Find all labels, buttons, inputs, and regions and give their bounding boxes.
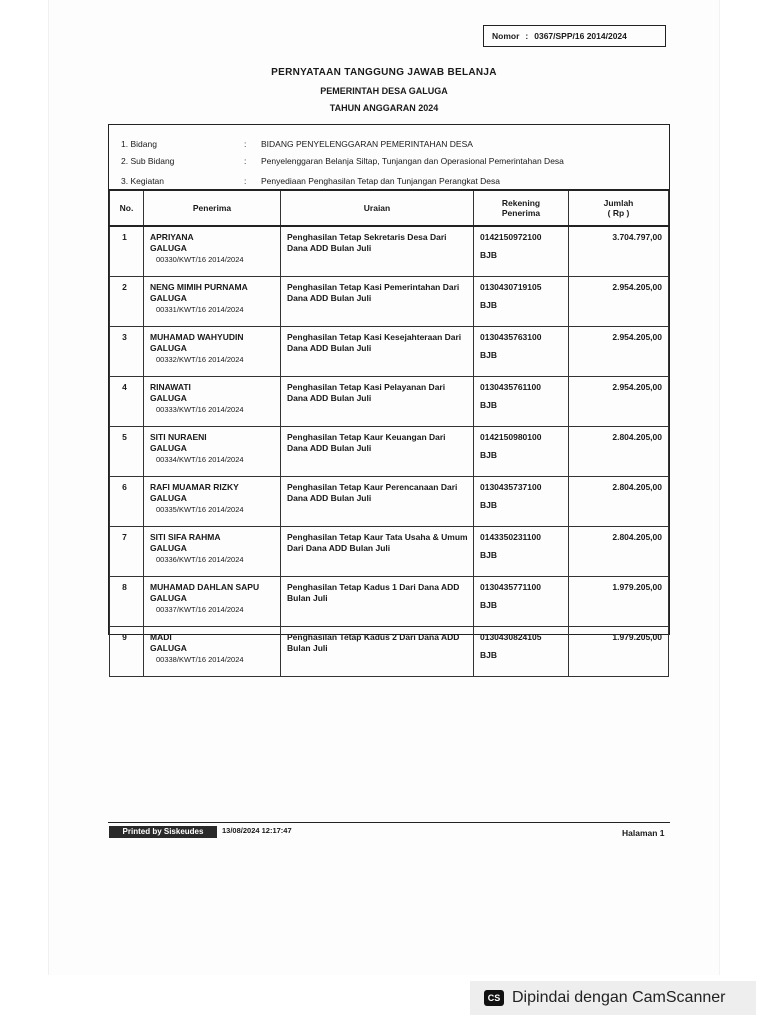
- table-row: [110, 226, 669, 277]
- printed-timestamp: 13/08/2024 12:17:47: [222, 826, 292, 835]
- bank-name: BJB: [480, 399, 498, 410]
- document-number-box: Nomor : 0367/SPP/16 2014/2024: [483, 25, 666, 47]
- table-row: [110, 627, 669, 677]
- recipient-name: MUHAMAD WAHYUDIN: [150, 332, 244, 342]
- row-number: 8: [110, 577, 144, 627]
- recipient-location: GALUGA: [150, 592, 187, 603]
- fiscal-year-line: TAHUN ANGGARAN 2024: [329, 103, 439, 113]
- recipient-location: GALUGA: [150, 642, 187, 653]
- table-row: [110, 577, 669, 627]
- table-row: [110, 427, 669, 477]
- description-cell: Penghasilan Tetap Kaur Keuangan Dari Dana ADD Bulan Juli: [281, 427, 474, 477]
- amount-cell: 2.804.205,00: [569, 527, 669, 577]
- row-number: 2: [110, 277, 144, 327]
- recipient-location: GALUGA: [150, 542, 187, 553]
- amount-cell: 3.704.797,00: [569, 226, 669, 277]
- table-row: [110, 277, 669, 327]
- printed-by-badge: Printed by Siskeudes: [109, 826, 217, 838]
- table-row: [110, 377, 669, 427]
- nomor-label: Nomor: [492, 31, 520, 41]
- receipt-number: 00334/KWT/16 2014/2024: [156, 455, 244, 464]
- recipient-name: MADI: [150, 632, 172, 642]
- amount-cell: 1.979.205,00: [569, 627, 669, 677]
- description-cell: Penghasilan Tetap Kaur Perencanaan Dari Dana ADD Bulan Juli: [281, 477, 474, 527]
- info-label: 3. Kegiatan: [121, 176, 165, 186]
- recipient-name: RINAWATI: [150, 382, 191, 392]
- info-value: Penyelenggaran Belanja Siltap, Tunjangan dan Operasional Pemerintahan Desa: [261, 156, 564, 166]
- header-rekening: Rekening Penerima: [474, 190, 569, 226]
- recipient-cell: [144, 627, 281, 677]
- document-subtitle: PEMERINTAH DESA GALUGA: [320, 86, 448, 96]
- info-label: 2. Sub Bidang: [121, 156, 175, 166]
- account-cell: [474, 226, 569, 277]
- recipient-name: SITI SIFA RAHMA: [150, 532, 221, 542]
- account-cell: [474, 577, 569, 627]
- recipient-cell: [144, 377, 281, 427]
- receipt-number: 00337/KWT/16 2014/2024: [156, 605, 244, 614]
- recipient-location: GALUGA: [150, 392, 187, 403]
- account-cell: [474, 477, 569, 527]
- recipient-cell: [144, 277, 281, 327]
- recipient-name: APRIYANA: [150, 232, 194, 242]
- camscanner-text: Dipindai dengan CamScanner: [512, 989, 726, 1006]
- account-number: 0130435763100: [480, 332, 542, 342]
- camscanner-watermark: [470, 981, 756, 1015]
- amount-cell: 2.804.205,00: [569, 477, 669, 527]
- bank-name: BJB: [480, 599, 498, 610]
- recipient-cell: [144, 226, 281, 277]
- receipt-number: 00333/KWT/16 2014/2024: [156, 405, 244, 414]
- receipt-number: 00332/KWT/16 2014/2024: [156, 355, 244, 364]
- amount-cell: 2.954.205,00: [569, 277, 669, 327]
- recipient-cell: [144, 327, 281, 377]
- nomor-value: 0367/SPP/16 2014/2024: [534, 31, 627, 41]
- recipient-name: SITI NURAENI: [150, 432, 207, 442]
- footer-divider: [108, 822, 670, 823]
- document-title: PERNYATAAN TANGGUNG JAWAB BELANJA: [271, 67, 497, 78]
- row-number: 3: [110, 327, 144, 377]
- recipient-location: GALUGA: [150, 342, 187, 353]
- row-number: 1: [110, 226, 144, 277]
- table-row: [110, 327, 669, 377]
- recipient-cell: [144, 427, 281, 477]
- bank-name: BJB: [480, 249, 498, 260]
- receipt-number: 00330/KWT/16 2014/2024: [156, 255, 244, 264]
- info-label: 1. Bidang: [121, 139, 157, 149]
- page-number: Halaman 1: [622, 828, 665, 838]
- account-number: 0142150980100: [480, 432, 542, 442]
- recipient-location: GALUGA: [150, 492, 187, 503]
- account-cell: [474, 277, 569, 327]
- description-cell: Penghasilan Tetap Kasi Kesejahteraan Dari Dana ADD Bulan Juli: [281, 327, 474, 377]
- description-cell: Penghasilan Tetap Kasi Pelayanan Dari Dana ADD Bulan Juli: [281, 377, 474, 427]
- amount-cell: 2.804.205,00: [569, 427, 669, 477]
- table-header-row: [110, 190, 669, 226]
- account-number: 0130430824105: [480, 632, 542, 642]
- account-cell: [474, 527, 569, 577]
- amount-cell: 2.954.205,00: [569, 327, 669, 377]
- row-number: 4: [110, 377, 144, 427]
- recipient-name: RAFI MUAMAR RIZKY: [150, 482, 239, 492]
- account-number: 0130435771100: [480, 582, 541, 592]
- description-cell: Penghasilan Tetap Kadus 2 Dari Dana ADD Bulan Juli: [281, 627, 474, 677]
- receipt-number: 00331/KWT/16 2014/2024: [156, 305, 244, 314]
- account-cell: [474, 627, 569, 677]
- payment-table: [109, 189, 669, 677]
- recipient-name: NENG MIMIH PURNAMA: [150, 282, 248, 292]
- row-number: 7: [110, 527, 144, 577]
- header-no: No.: [110, 190, 144, 226]
- recipient-location: GALUGA: [150, 442, 187, 453]
- bank-name: BJB: [480, 649, 498, 660]
- description-cell: Penghasilan Tetap Kadus 1 Dari Dana ADD Bulan Juli: [281, 577, 474, 627]
- camscanner-logo-icon: CS: [484, 990, 504, 1006]
- recipient-cell: [144, 527, 281, 577]
- receipt-number: 00335/KWT/16 2014/2024: [156, 505, 244, 514]
- info-value: BIDANG PENYELENGGARAN PEMERINTAHAN DESA: [261, 139, 473, 149]
- account-number: 0130435761100: [480, 382, 541, 392]
- account-number: 0143350231100: [480, 532, 541, 542]
- recipient-cell: [144, 477, 281, 527]
- row-number: 6: [110, 477, 144, 527]
- receipt-number: 00336/KWT/16 2014/2024: [156, 555, 244, 564]
- bank-name: BJB: [480, 549, 498, 560]
- description-cell: Penghasilan Tetap Sekretaris Desa Dari Dana ADD Bulan Juli: [281, 226, 474, 277]
- receipt-number: 00338/KWT/16 2014/2024: [156, 655, 244, 664]
- recipient-name: MUHAMAD DAHLAN SAPU: [150, 582, 260, 592]
- header-jumlah: Jumlah ( Rp ): [569, 190, 669, 226]
- account-cell: [474, 427, 569, 477]
- bank-name: BJB: [480, 299, 498, 310]
- account-number: 0130435737100: [480, 482, 542, 492]
- bank-name: BJB: [480, 499, 498, 510]
- recipient-location: GALUGA: [150, 292, 187, 303]
- info-value: Penyediaan Penghasilan Tetap dan Tunjangan Perangkat Desa: [261, 176, 500, 186]
- table-row: [110, 477, 669, 527]
- statement-frame: 1. Bidang : BIDANG PENYELENGGARAN PEMERINTAHAN DESA 2. Sub Bidang : Penyelenggaran Belanja Siltap, Tunjangan dan Operasional Pemerintahan Desa 3. Kegiatan : Penyediaan Penghasilan Tetap dan Tunjangan Perangkat Desa No. Penerima Uraian Rekening Penerima Jumlah ( Rp ) 1 APRIYANA GALUGA 00330/KWT/16 2014/2024 Penghasilan Tetap Sekretaris Desa Dari Dana ADD Bulan Juli 0142150972100 BJB 3.704.797,00 2 NENG MIMIH PURNAMA GALUGA 00331/KWT/16 2014/2024 Penghasilan Tetap Kasi Pemerintahan Dari Dana ADD Bulan Juli 0130430719105 BJB 2.954.205,00 3 MUHAMAD WAHYUDIN GALUGA 00332/KWT/16 2014/2024 Penghasilan Tetap Kasi Kesejahteraan Dari Dana ADD Bulan Juli 0130435763100 BJB 2.954.205,00 4 RINAWATI GALUGA 00333/KWT/16 2014/2024 Penghasilan Tetap Kasi Pelayanan Dari Dana ADD Bulan Juli 0130435761100 BJB 2.954.205,00 5 SITI NURAENI GALUGA 00334/KWT/16 2014/2024 Penghasilan Tetap Kaur Keuangan Dari Dana ADD Bulan Juli 0142150980100 BJB 2.804.205,00 6 RAFI MUAMAR RIZKY GALUGA 00335/KWT/16 2014/2024 Penghasilan Tetap Kaur Perencanaan Dari Dana ADD Bulan Juli 0130435737100 BJB 2.804.205,00 7 SITI SIFA RAHMA GALUGA 00336/KWT/16 2014/2024 Penghasilan Tetap Kaur Tata Usaha & Umum Dari Dana ADD Bulan Juli 0143350231100 BJB 2.804.205,00 8 MUHAMAD DAHLAN SAPU GALUGA 00337/KWT/16 2014/2024 Penghasilan Tetap Kadus 1 Dari Dana ADD Bulan Juli 0130435771100 BJB 1.979.205,00 9 MADI GALUGA 00338/KWT/16 2014/2024 Penghasilan Tetap Kadus 2 Dari Dana ADD Bulan Juli 0130430824105 BJB 1.979.205,00: [108, 124, 670, 635]
- header-penerima: Penerima: [144, 190, 281, 226]
- bank-name: BJB: [480, 349, 498, 360]
- account-cell: [474, 327, 569, 377]
- header-uraian: Uraian: [281, 190, 474, 226]
- account-number: 0130430719105: [480, 282, 542, 292]
- amount-cell: 1.979.205,00: [569, 577, 669, 627]
- account-cell: [474, 377, 569, 427]
- recipient-cell: [144, 577, 281, 627]
- row-number: 9: [110, 627, 144, 677]
- account-number: 0142150972100: [480, 232, 542, 242]
- description-cell: Penghasilan Tetap Kasi Pemerintahan Dari Dana ADD Bulan Juli: [281, 277, 474, 327]
- amount-cell: 2.954.205,00: [569, 377, 669, 427]
- table-row: [110, 527, 669, 577]
- bank-name: BJB: [480, 449, 498, 460]
- description-cell: Penghasilan Tetap Kaur Tata Usaha & Umum Dari Dana ADD Bulan Juli: [281, 527, 474, 577]
- recipient-location: GALUGA: [150, 242, 187, 253]
- row-number: 5: [110, 427, 144, 477]
